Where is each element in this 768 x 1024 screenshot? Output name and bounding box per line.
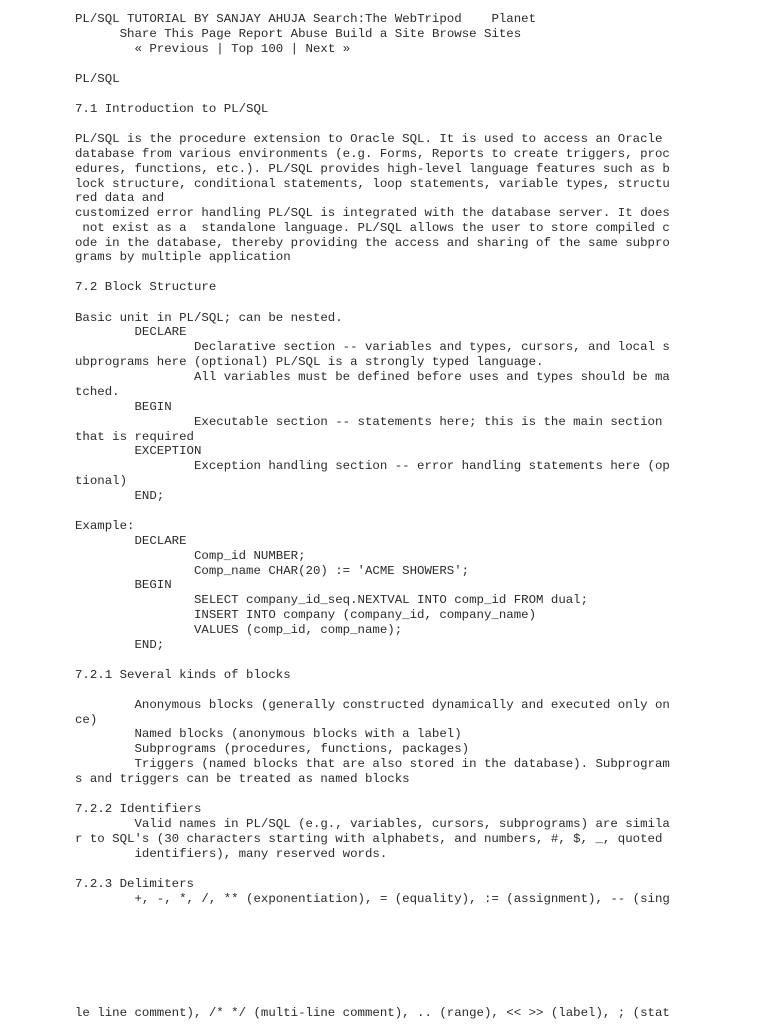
text-line: identifiers), many reserved words. [75, 847, 388, 861]
top-100-link[interactable]: Top 100 [231, 42, 284, 56]
code-line: DECLARE [75, 534, 187, 548]
next-link[interactable]: Next » [305, 42, 351, 56]
code-line: Comp_name CHAR(20) := 'ACME SHOWERS'; [75, 564, 470, 578]
code-line: that is required [75, 430, 194, 444]
text-line: edures, functions, etc.). PL/SQL provides high-level language features such as b [75, 162, 670, 176]
text-line: le line comment), /* */ (multi-line comment), .. (range), << >> (label), ; (stat [75, 1006, 670, 1020]
banner-line-2 [75, 27, 521, 42]
section-heading: 7.2.2 Identifiers [75, 802, 202, 816]
code-line: EXCEPTION [75, 444, 202, 458]
code-line: INSERT INTO company (company_id, company_name) [75, 608, 537, 622]
text-line: Triggers (named blocks that are also stored in the database). Subprogram [75, 757, 670, 771]
code-line: ubprograms here (optional) PL/SQL is a strongly typed language. [75, 355, 544, 369]
text-line: customized error handling PL/SQL is integrated with the database server. It does [75, 206, 670, 220]
site-title: PL/SQL TUTORIAL BY SANJAY AHUJA [75, 12, 306, 26]
section-heading: 7.2 Block Structure [75, 280, 217, 294]
section-heading: 7.2.3 Delimiters [75, 877, 194, 891]
text-line: Subprograms (procedures, functions, packages) [75, 742, 470, 756]
banner-line-3 [75, 42, 350, 57]
code-line: BEGIN [75, 400, 172, 414]
code-line: BEGIN [75, 578, 172, 592]
text-line: Basic unit in PL/SQL; can be nested. [75, 311, 343, 325]
search-label: Search: [312, 12, 366, 26]
example-heading: Example: [75, 519, 135, 533]
text-line: PL/SQL is the procedure extension to Oracle SQL. It is used to access an Oracle [75, 132, 663, 146]
text-line: Anonymous blocks (generally constructed dynamically and executed only on [75, 698, 670, 712]
text-line: lock structure, conditional statements, loop statements, variable types, structu [75, 177, 670, 191]
text-line: not exist as a standalone language. PL/SQL allows the user to store compiled c [75, 221, 670, 235]
section-heading: 7.1 Introduction to PL/SQL [75, 102, 269, 116]
nav-separator: | [216, 42, 224, 56]
code-line: VALUES (comp_id, comp_name); [75, 623, 403, 637]
section-heading: 7.2.1 Several kinds of blocks [75, 668, 291, 682]
build-site-link[interactable]: Build a Site [335, 27, 425, 41]
code-line: All variables must be defined before uses and types should be ma [75, 370, 670, 384]
text-line: ce) [75, 713, 98, 727]
page-heading: PL/SQL [75, 72, 120, 86]
text-line: +, -, *, /, ** (exponentiation), = (equality), := (assignment), -- (sing [75, 892, 670, 906]
code-line: Declarative section -- variables and types, cursors, and local s [75, 340, 670, 354]
text-line: Valid names in PL/SQL (e.g., variables, cursors, subprograms) are simila [75, 817, 670, 831]
code-line: tional) [75, 474, 128, 488]
text-line: r to SQL's (30 characters starting with alphabets, and numbers, #, $, _, quoted [75, 832, 663, 846]
previous-link[interactable]: « Previous [134, 42, 209, 56]
code-line: END; [75, 638, 165, 652]
text-line: Named blocks (anonymous blocks with a label) [75, 727, 462, 741]
text-line: database from various environments (e.g. Forms, Reports to create triggers, proc [75, 147, 670, 161]
nav-separator: | [290, 42, 299, 56]
text-line: s and triggers can be treated as named blocks [75, 772, 410, 786]
code-line: Executable section -- statements here; this is the main section [75, 415, 663, 429]
webtripod-link[interactable]: The WebTripod [365, 12, 462, 26]
browse-sites-link[interactable]: Browse Sites [431, 27, 522, 41]
code-line: tched. [75, 385, 120, 399]
banner-line-1 [75, 12, 536, 27]
code-line: Comp_id NUMBER; [75, 549, 306, 563]
text-line: grams by multiple application [75, 250, 291, 264]
planet-link[interactable]: Planet [491, 12, 537, 26]
report-abuse-link[interactable]: Report Abuse [238, 27, 328, 41]
code-line: Exception handling section -- error handling statements here (op [75, 459, 670, 473]
share-page-link[interactable]: Share This Page [119, 27, 232, 41]
code-line: SELECT company_id_seq.NEXTVAL INTO comp_id FROM dual; [75, 593, 589, 607]
text-line: red data and [75, 191, 165, 205]
code-line: END; [75, 489, 165, 503]
text-line: ode in the database, thereby providing the access and sharing of the same subpro [75, 236, 670, 250]
code-line: DECLARE [75, 325, 187, 339]
